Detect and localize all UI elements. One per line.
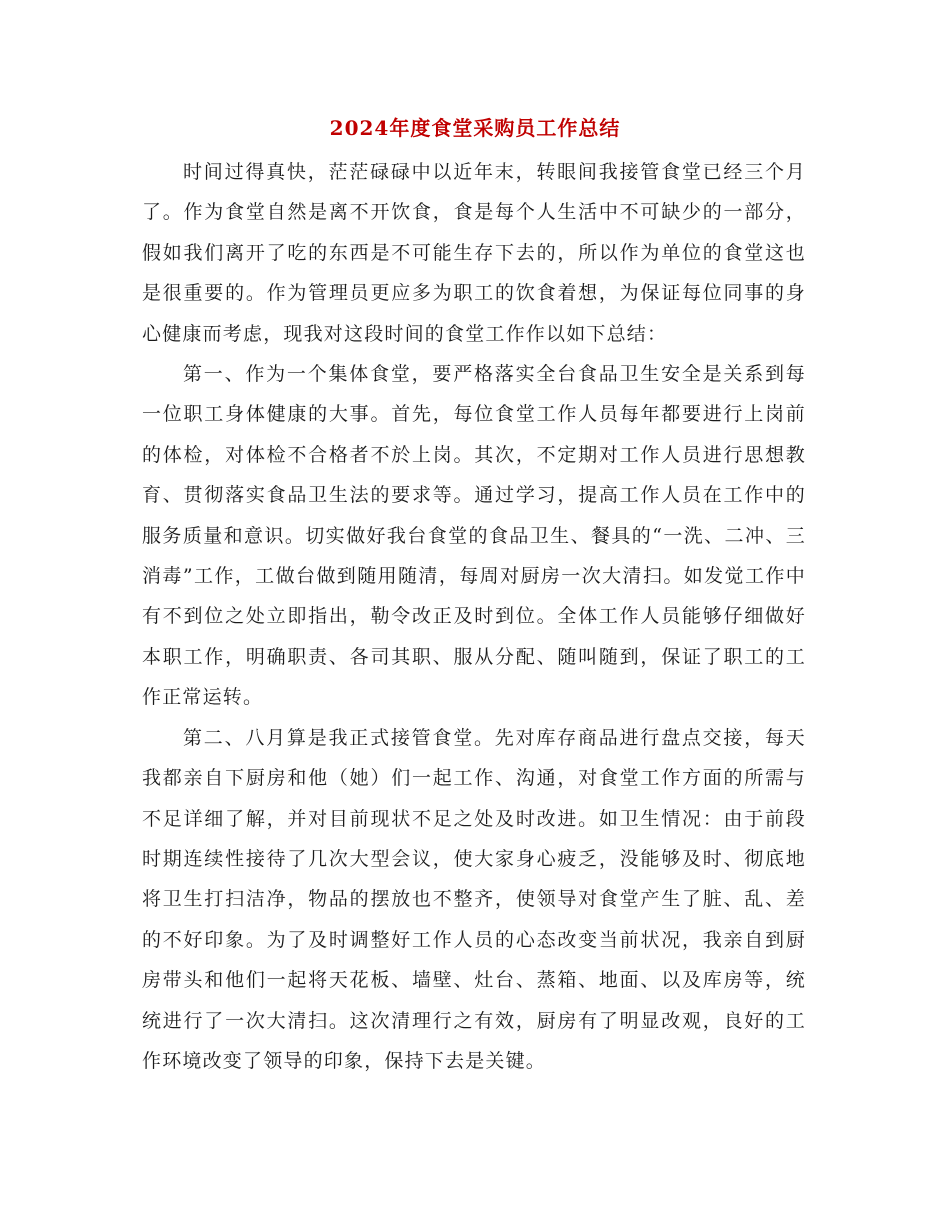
paragraph-first-point: 第一、作为一个集体食堂，要严格落实全台食品卫生安全是关系到每一位职工身体健康的大事。首先，每位食堂工作人员每年都要进行上岗前的体检，对体检不合格者不於上岗。其次，不定期对工作人员进行思想教育、贯彻落实食品卫生法的要求等。通过学习，提高工作人员在工作中的服务质量和意识。切实做好我台食堂的食品卫生、餐具的“一洗、二冲、三消毒”工作，工做台做到随用随清，每周对厨房一次大清扫。如发觉工作中有不到位之处立即指出，勒令改正及时到位。全体工作人员能够仔细做好本职工作，明确职责、各司其职、服从分配、随叫随到，保证了职工的工作正常运转。 bbox=[142, 363, 806, 709]
paragraph-second-point: 第二、八月算是我正式接管食堂。先对库存商品进行盘点交接，每天我都亲自下厨房和他（她）们一起工作、沟通，对食堂工作方面的所需与不足详细了解，并对目前现状不足之处及时改进。如卫生情况：由于前段时期连续性接待了几次大型会议，使大家身心疲乏，没能够及时、彻底地将卫生打扫洁净，物品的摆放也不整齐，使领导对食堂产生了脏、乱、差的不好印象。为了及时调整好工作人员的心态改变当前状况，我亲自到厨房带头和他们一起将天花板、墙壁、灶台、蒸箱、地面、以及库房等，统统进行了一次大清扫。这次清理行之有效，厨房有了明显改观，良好的工作环境改变了领导的印象，保持下去是关键。 bbox=[142, 726, 806, 1072]
document-body bbox=[142, 152, 806, 1081]
paragraph-intro: 时间过得真快，茫茫碌碌中以近年末，转眼间我接管食堂已经三个月了。作为食堂自然是离不开饮食，食是每个人生活中不可缺少的一部分，假如我们离开了吃的东西是不可能生存下去的，所以作为单位的食堂这也是很重要的。作为管理员更应多为职工的饮食着想，为保证每位同事的身心健康而考虑，现我对这段时间的食堂工作作以如下总结： bbox=[142, 161, 806, 345]
document-title: 2024年度食堂采购员工作总结 bbox=[329, 116, 621, 140]
